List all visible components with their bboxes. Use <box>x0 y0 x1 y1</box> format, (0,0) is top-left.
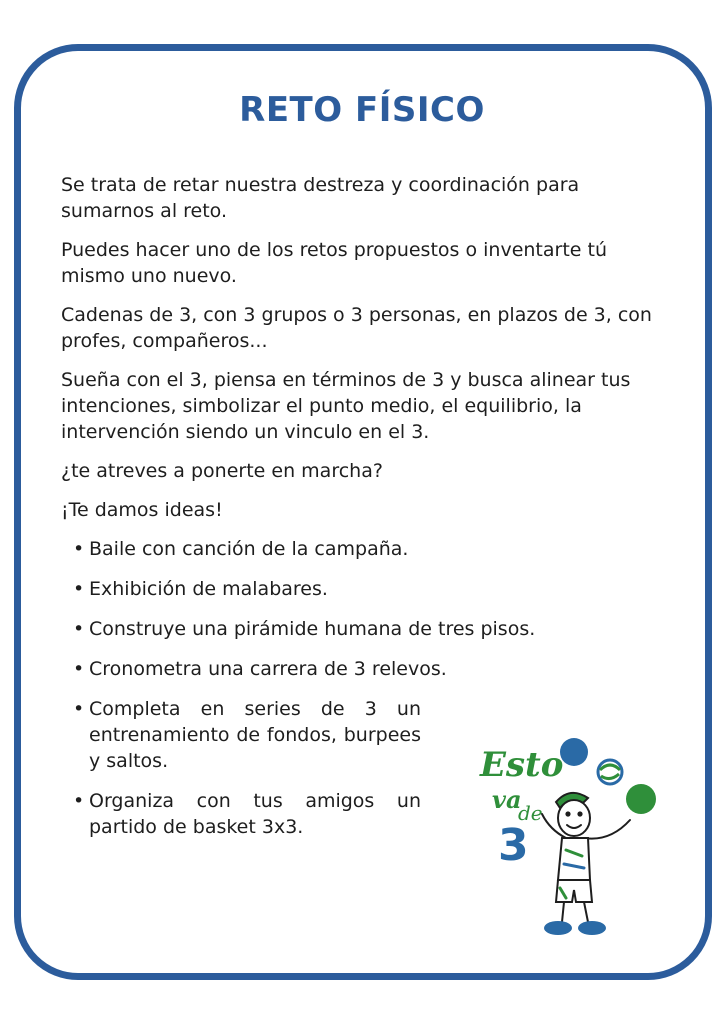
logo-word-de: de <box>518 801 543 825</box>
list-item-text: Completa en series de 3 un entrenamiento de fondos, burpees y saltos. <box>89 698 421 772</box>
list-item <box>61 576 665 602</box>
bullet-icon: • <box>73 658 85 680</box>
list-item-text: Baile con canción de la campaña. <box>89 538 409 560</box>
list-item-text: Construye una pirámide humana de tres pisos. <box>89 618 536 640</box>
logo-number-3: 3 <box>498 820 529 871</box>
list-item <box>61 696 421 774</box>
bullet-icon: • <box>73 578 85 600</box>
paragraph-ideas-intro: ¡Te damos ideas! <box>61 499 223 521</box>
logo-word-va: va <box>492 785 522 814</box>
juggler-figure-icon <box>542 793 630 922</box>
list-item-text: Organiza con tus amigos un partido de basket 3x3. <box>89 790 421 838</box>
list-item-text: Cronometra una carrera de 3 relevos. <box>89 658 447 680</box>
paragraph-dream: Sueña con el 3, piensa en términos de 3 y busca alinear tus intenciones, simbolizar el punto medio, el equilibrio, la intervención siendo un vinculo en el 3. <box>61 369 631 443</box>
list-item-text: Exhibición de malabares. <box>89 578 328 600</box>
bullet-icon: • <box>73 698 85 720</box>
logo-word-esto: Esto <box>480 745 564 785</box>
paragraph-chains: Cadenas de 3, con 3 grupos o 3 personas, en plazos de 3, con profes, compañeros... <box>61 304 652 352</box>
list-item <box>61 788 421 840</box>
list-item <box>61 536 665 562</box>
bullet-icon: • <box>73 790 85 812</box>
paragraph-options: Puedes hacer uno de los retos propuestos o inventarte tú mismo uno nuevo. <box>61 239 608 287</box>
list-item <box>61 656 665 682</box>
blue-ball-icon <box>560 738 588 766</box>
right-shoe-icon <box>578 921 606 935</box>
list-item <box>61 616 665 642</box>
page-title: RETO FÍSICO <box>239 90 485 130</box>
bullet-icon: • <box>73 538 85 560</box>
green-ball-icon <box>626 784 656 814</box>
bullet-icon: • <box>73 618 85 640</box>
paragraph-question: ¿te atreves a ponerte en marcha? <box>61 460 383 482</box>
paragraph-intro: Se trata de retar nuestra destreza y coordinación para sumarnos al reto. <box>61 174 580 222</box>
left-shoe-icon <box>544 921 572 935</box>
campaign-logo-icon <box>470 730 670 945</box>
